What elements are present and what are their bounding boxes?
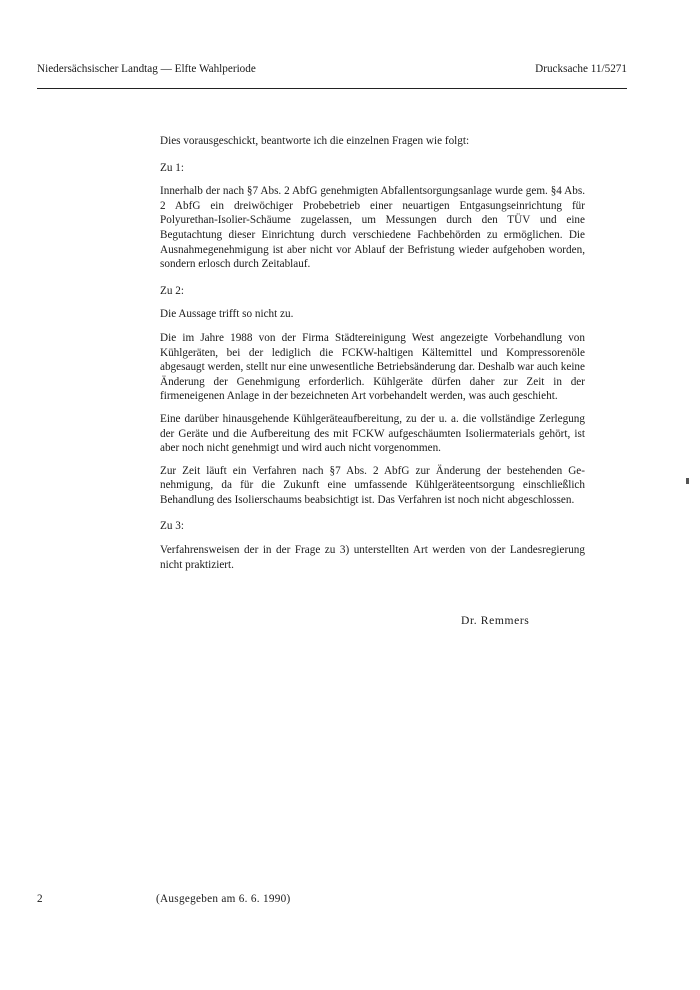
question-1-answer: Innerhalb der nach §7 Abs. 2 AbfG genehmigten Abfallentsorgungsanlage wurde gem. §4 Abs. 2 AbfG ein dreiwöchiger Probebetrieb einer neuartigen Entgasungseinrichtung für Polyurethan-Isolier-Schäume zugelassen, um Messungen durch den TÜV und eine Begutachtung dieser Einrichtung durch verschiedene Fachbehörden zu ermöglichen. Die Ausnahmegenehmigung ist aber nicht vor Ablauf der Befristung wieder aufgehoben worden, sondern erlosch durch Zeitablauf. bbox=[160, 185, 585, 271]
parliament-title: Niedersächsischer Landtag — Elfte Wahlperiode bbox=[37, 63, 256, 75]
page-number: 2 bbox=[37, 893, 43, 905]
question-2-answer-paragraph: Eine darüber hinausgehende Kühlgeräteaufbereitung, zu der u. a. die vollständige Zerlegung der Geräte und die Aufbereitung des mit FCKW aufgeschäumten Isoliermaterials gehört, ist aber noch nicht genehmigt und wird auch nicht vorgenommen. bbox=[160, 412, 585, 455]
question-3-heading: Zu 3: bbox=[160, 520, 184, 533]
intro-paragraph: Dies vorausgeschickt, beantworte ich die einzelnen Fragen wie folgt: bbox=[160, 135, 470, 147]
document-body bbox=[160, 134, 585, 580]
question-3-answer: Verfahrensweisen der in der Frage zu 3) unterstellten Art werden von der Landesregierung nicht praktiziert. bbox=[160, 544, 585, 571]
question-1-heading: Zu 1: bbox=[160, 161, 184, 174]
document-number: Drucksache 11/5271 bbox=[535, 63, 627, 75]
margin-mark bbox=[686, 478, 689, 484]
question-2-answer-paragraph: Zur Zeit läuft ein Verfahren nach §7 Abs. 2 AbfG zur Änderung der bestehenden Genehmigung, da für die Zukunft eine umfassende Kühlgeräteentsorgung einschließlich Behandlung des Isolierschaums beabsichtigt ist. Das Verfahren ist noch nicht abgeschlossen. bbox=[160, 464, 585, 506]
question-2-answer-paragraph: Die im Jahre 1988 von der Firma Städtereinigung West angezeigte Vorbehandlung von Kühlgeräten, bei der lediglich die FCKW-haltigen Kältemittel und Kompressorenöle abgesaugt werden, stellt nur eine unwesentliche Betriebsänderung dar. Deshalb war auch keine Änderung der Genehmigung erforderlich. Kühlgeräte dürfen daher zur Zeit in der firmeneigenen Anlage in der bezeichneten Art vorbehandelt werden, was auch geschieht. bbox=[160, 331, 585, 403]
header-divider bbox=[37, 88, 627, 89]
signature: Dr. Remmers bbox=[461, 614, 530, 627]
question-2-answer-intro: Die Aussage trifft so nicht zu. bbox=[160, 308, 294, 321]
question-2-heading: Zu 2: bbox=[160, 284, 184, 297]
issue-date: (Ausgegeben am 6. 6. 1990) bbox=[156, 893, 291, 905]
